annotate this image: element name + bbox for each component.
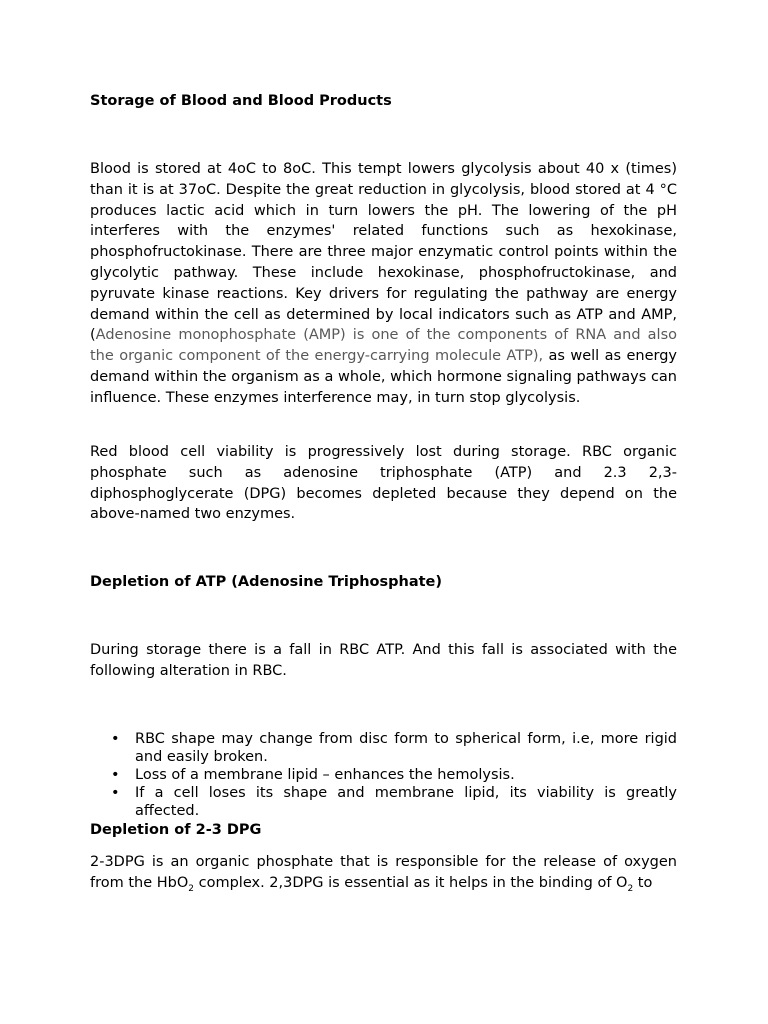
list-item-text: RBC shape may change from disc form to spherical form, i.e, more rigid and easily broken.	[135, 731, 677, 765]
subscript: 2	[627, 883, 634, 894]
paragraph-text: to	[633, 874, 653, 891]
list-item-text: Loss of a membrane lipid – enhances the hemolysis.	[135, 767, 515, 783]
document-page	[90, 0, 677, 1024]
list-item	[90, 766, 677, 784]
paragraph-rbc-viability: Red blood cell viability is progressively lost during storage. RBC organic phosphate such as adenosine triphosphate (ATP) and 2.3 2,3-diphosphoglycerate (DPG) becomes depleted because they depend on the above-named two enzymes.	[90, 444, 677, 523]
subscript: 2	[188, 883, 195, 894]
amp-definition-text: Adenosine monophosphate (AMP) is one of the components of RNA and also the organic component of the energy-carrying molecule ATP),	[90, 327, 677, 365]
list-item-text: If a cell loses its shape and membrane lipid, its viability is greatly affected.	[135, 785, 677, 819]
list-item	[90, 784, 677, 820]
paragraph-dpg	[90, 852, 677, 894]
list-item	[90, 730, 677, 766]
paragraph-storage-glycolysis	[90, 159, 677, 409]
paragraph-text: complex. 2,3DPG is essential as it helps in the binding of O	[194, 874, 628, 891]
paragraph-text: Blood is stored at 4oC to 8oC. This tempt lowers glycolysis about 40 x (times) than it is at 37oC. Despite the great reduction in glycolysis, blood stored at 4 °C produces lactic acid which in turn lowers the pH. The lowering of the pH interferes with the enzymes' related functions such as hexokinase, phosphofructokinase. There are three major enzymatic control points within the glycolytic pathway. These include hexokinase, phosphofructokinase, and pyruvate kinase reactions. Key drivers for regulating the pathway are energy demand within the cell as determined by local indicators such as ATP and AMP, (	[90, 161, 677, 344]
alteration-list	[90, 730, 677, 820]
section-title-dpg-depletion: Depletion of 2-3 DPG	[90, 822, 262, 838]
paragraph-rbc-atp: During storage there is a fall in RBC ATP. And this fall is associated with the following alteration in RBC.	[90, 642, 677, 679]
paragraph-text: as well as energy demand within the organism as a whole, which hormone signaling pathways can influence. These enzymes interference may, in turn stop glycolysis.	[90, 348, 678, 406]
section-title-storage: Storage of Blood and Blood Products	[90, 93, 392, 109]
bullet-icon: •	[111, 731, 120, 747]
bullet-icon: •	[111, 767, 120, 783]
paragraph-text: 2-3DPG is an organic phosphate that is responsible for the release of oxygen from the HbO	[90, 854, 677, 891]
section-title-atp-depletion: Depletion of ATP (Adenosine Triphosphate)	[90, 574, 443, 590]
bullet-icon: •	[111, 785, 120, 801]
